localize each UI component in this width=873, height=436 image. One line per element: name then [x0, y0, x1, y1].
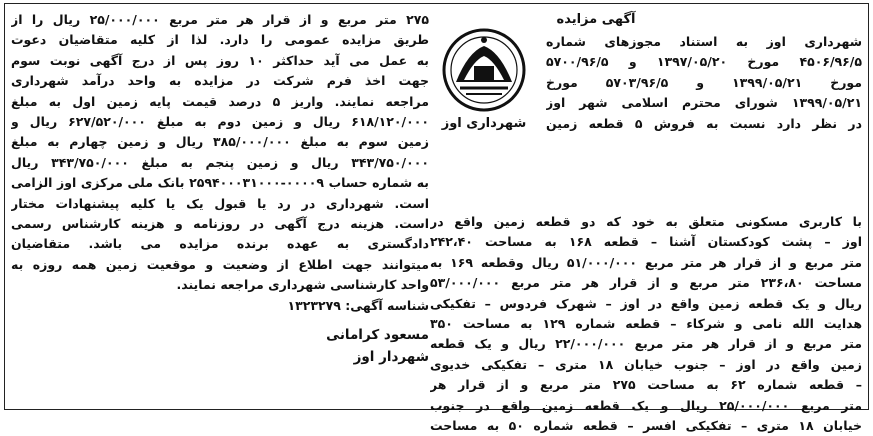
text-line: با کاربری مسکونی متعلق به خود که دو قطعه زمین واقع در — [430, 214, 862, 229]
text-line: ۶۱۸/۱۲۰/۰۰۰ ریال و زمین دوم به مبلغ ۶۲۷/۵۲۰/۰۰۰ ریال و — [11, 114, 429, 130]
text-line: ۳۴۳/۷۵۰/۰۰۰ ریال و زمین پنجم به مبلغ ۳۴۳/۷۵۰/۰۰۰ ریال — [11, 154, 429, 170]
municipality-emblem-icon — [434, 26, 534, 114]
text-line: جهت اخذ فرم شرکت در مزایده به واحد درآمد شهرداری — [11, 73, 429, 89]
text-line: زمین واقع در اوز – جنوب خیابان ۱۸ متری – تفکیکی خدیوی — [430, 356, 862, 372]
text-line: واحد کارشناسی شهرداری مراجعه نمایند. — [176, 277, 429, 293]
text-line: ۴۵۰۶/۹۶/۵ مورخ ۱۳۹۷/۰۵/۲۰ و ۵۷۰۰/۹۶/۵ — [546, 54, 862, 70]
text-line: میتوانند جهت اطلاع از وضعیت و موقعیت زمین همه روزه به — [11, 256, 429, 272]
text-line: است. هزینه درج آگهی در روزنامه و هزینه کارشناس رسمی — [11, 216, 429, 232]
text-line: متر مربع و از قرار هر متر مربع ۵۱/۰۰۰/۰۰۰ ریال وقطعه ۱۶۹ به — [430, 254, 862, 270]
text-line: مورخ ۱۳۹۹/۰۵/۲۱ و ۵۷۰۳/۹۶/۵ مورخ — [546, 74, 862, 90]
text-line: زمین سوم به مبلغ ۳۸۵/۰۰۰/۰۰۰ ریال و زمین چهارم به مبلغ — [11, 134, 429, 150]
text-line: – قطعه شماره ۶۲ به مساحت ۲۷۵ متر مربع و از قرار هر — [430, 377, 862, 393]
signature-name: مسعود کرامانی — [326, 327, 429, 344]
text-line: است. شهرداری در رد یا قبول یک یا کلیه پیشنهادات مختار — [11, 195, 429, 211]
text-line: به شماره حساب ۰۰۰۰۹-۲۵۹۴۰۰۰۳۱۰۰۰ بانک ملی مرکزی اوز الزامی — [11, 175, 429, 191]
text-line: متر مربع ۲۵/۰۰۰/۰۰۰ ریال و یک قطعه زمین واقع در جنوب — [430, 397, 862, 413]
text-line: شهرداری اوز به استناد مجوزهای شماره — [546, 34, 862, 49]
ad-id: شناسه آگهی: ۱۳۲۳۲۷۹ — [287, 297, 429, 313]
left-column — [11, 10, 429, 404]
header-block — [430, 10, 862, 215]
text-line: اوز – پشت کودکستان آشنا – قطعه ۱۶۸ به مساحت ۲۴۲،۴۰ — [430, 234, 862, 250]
logo-caption: شهرداری اوز — [441, 116, 527, 131]
ad-title: آگهی مزایده — [556, 12, 636, 27]
body-text-right — [430, 212, 862, 436]
text-line: ریال و یک قطعه زمین واقع در اوز – شهرک فردوس – تفکیکی — [430, 295, 862, 311]
right-column — [430, 10, 862, 434]
text-line: طریق مزایده عمومی را دارد. لذا از کلیه متقاضیان دعوت — [11, 32, 429, 48]
municipality-logo — [430, 26, 538, 144]
text-line: ۲۷۵ متر مربع و از قرار هر متر مربع ۲۵/۰۰۰/۰۰۰ ریال را از — [11, 12, 429, 27]
text-line: دادگستری به عهده برنده مزایده می باشد. متقاضیان — [11, 236, 429, 252]
text-line: متر مربع و از قرار هر متر مربع ۲۲/۰۰۰/۰۰۰ ریال و یک قطعه — [430, 336, 862, 352]
signature-title: شهردار اوز — [353, 349, 429, 366]
text-line: در نظر دارد نسبت به فروش ۵ قطعه زمین — [546, 115, 862, 131]
ad-page — [4, 3, 869, 434]
text-line: ۱۳۹۹/۰۵/۲۱ شورای محترم اسلامی شهر اوز — [546, 95, 862, 111]
text-line: به عمل می آید حداکثر ۱۰ روز پس از درج آگهی نوبت سوم — [11, 52, 429, 68]
text-line: خیابان ۱۸ متری – تفکیکی افسر – قطعه شماره ۵۰ به مساحت — [430, 418, 862, 434]
signature-block — [11, 324, 429, 368]
intro-text — [546, 32, 862, 134]
text-line: مراجعه نمایند. واریز ۵ درصد قیمت پایه زمین اول به مبلغ — [11, 93, 429, 109]
text-line: مساحت ۲۳۶،۸۰ متر مربع و از قرار هر متر مربع ۵۳/۰۰۰/۰۰۰ — [430, 275, 862, 291]
text-line: هدایت الله نامی و شرکاء – قطعه شماره ۱۲۹ به مساحت ۳۵۰ — [430, 316, 862, 332]
